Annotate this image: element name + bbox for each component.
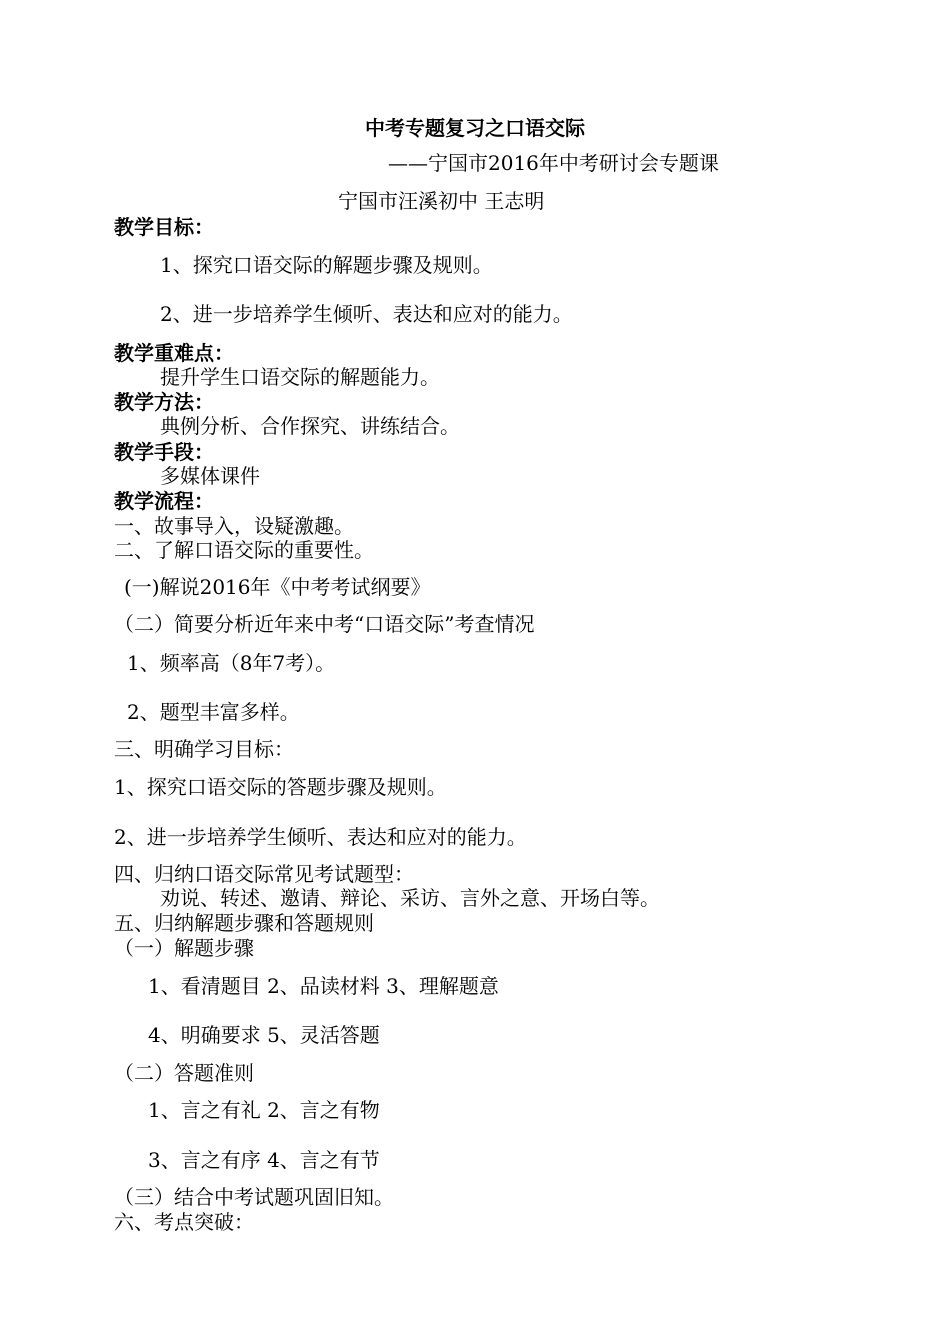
process-line: 1、频率高（8年7考）。 xyxy=(127,651,336,675)
process-line: （一）解题步骤 xyxy=(114,936,254,960)
methods-text: 典例分析、合作探究、讲练结合。 xyxy=(160,414,460,438)
process-line: 2、进一步培养学生倾听、表达和应对的能力。 xyxy=(114,825,527,849)
process-line: 一、故事导入，设疑激趣。 xyxy=(114,514,354,538)
process-line: 三、明确学习目标： xyxy=(114,737,294,761)
process-line: （二）简要分析近年来中考“口语交际”考查情况 xyxy=(114,612,535,636)
process-line: 1、言之有礼 2、言之有物 xyxy=(148,1098,380,1122)
goals-heading: 教学目标： xyxy=(114,215,214,239)
goal-item-2: 2、进一步培养学生倾听、表达和应对的能力。 xyxy=(160,302,573,326)
process-line: 4、明确要求 5、灵活答题 xyxy=(148,1023,380,1047)
process-line: 1、看清题目 2、品读材料 3、理解题意 xyxy=(148,974,499,998)
process-line: 2、题型丰富多样。 xyxy=(127,700,300,724)
process-line: 劝说、转述、邀请、辩论、采访、言外之意、开场白等。 xyxy=(160,886,660,910)
process-line: （三）结合中考试题巩固旧知。 xyxy=(114,1185,394,1209)
process-line: 四、归纳口语交际常见考试题型： xyxy=(114,862,414,886)
process-heading: 教学流程： xyxy=(114,489,214,513)
process-line: 1、探究口语交际的答题步骤及规则。 xyxy=(114,775,447,799)
methods-heading: 教学方法： xyxy=(114,390,214,414)
goal-item-1: 1、探究口语交际的解题步骤及规则。 xyxy=(160,253,493,277)
document-subtitle: ——宁国市2016年中考研讨会专题课 xyxy=(388,151,719,175)
process-line: (一)解说2016年《中考考试纲要》 xyxy=(124,575,431,599)
document-title: 中考专题复习之口语交际 xyxy=(365,116,585,140)
process-line: 六、考点突破： xyxy=(114,1210,254,1234)
document-author: 宁国市汪溪初中 王志明 xyxy=(338,189,545,213)
key-points-text: 提升学生口语交际的解题能力。 xyxy=(160,365,440,389)
process-line: 五、归纳解题步骤和答题规则 xyxy=(114,911,374,935)
process-line: 3、言之有序 4、言之有节 xyxy=(148,1148,380,1172)
process-line: （二）答题准则 xyxy=(114,1061,254,1085)
means-heading: 教学手段： xyxy=(114,440,214,464)
means-text: 多媒体课件 xyxy=(160,464,260,488)
key-points-heading: 教学重难点： xyxy=(114,341,234,365)
process-line: 二、了解口语交际的重要性。 xyxy=(114,538,374,562)
